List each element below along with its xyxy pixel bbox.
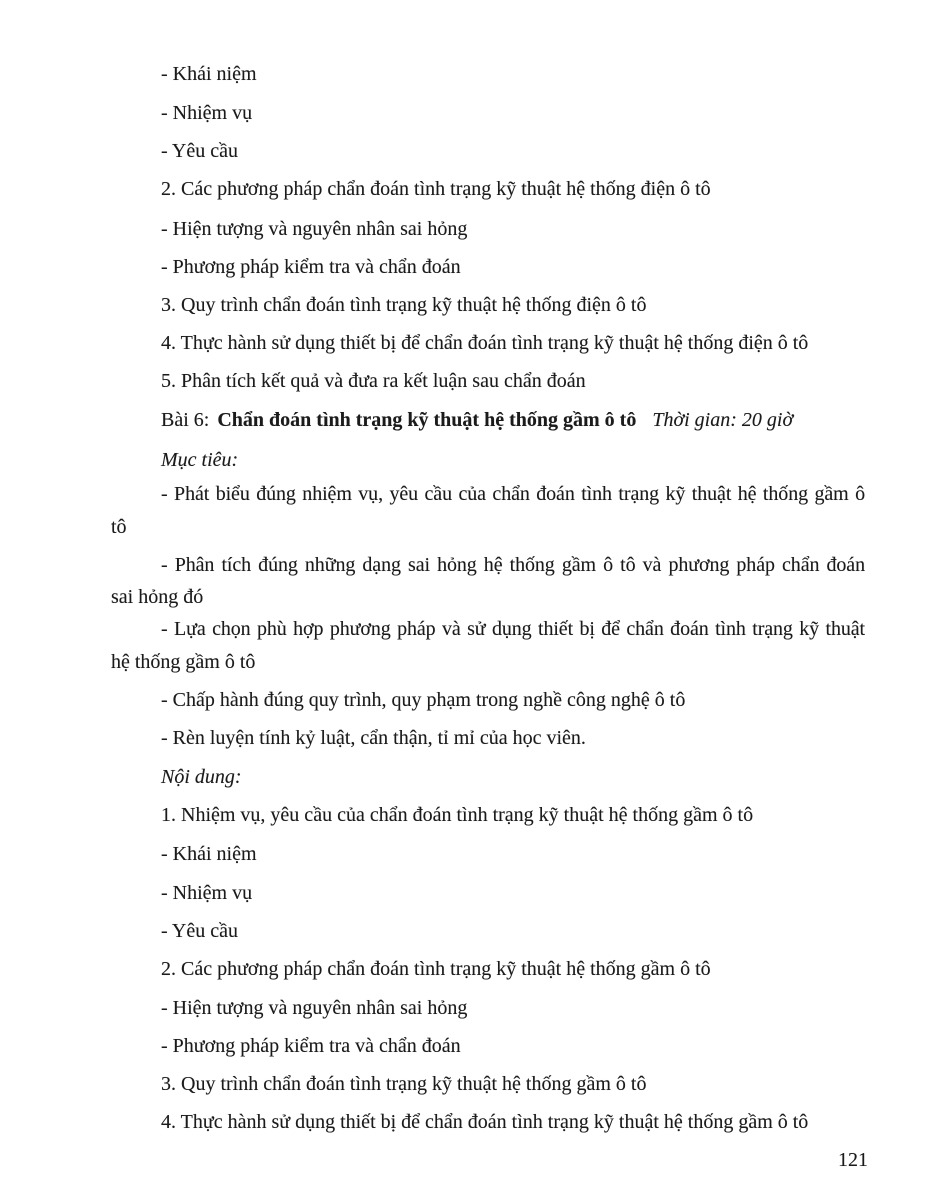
objective-line: - Chấp hành đúng quy trình, quy phạm trong nghề công nghệ ô tô <box>161 689 686 711</box>
content-line: 3. Quy trình chẩn đoán tình trạng kỹ thuật hệ thống gầm ô tô <box>161 1073 647 1095</box>
list-item: - Nhiệm vụ <box>161 102 253 124</box>
list-item: - Yêu cầu <box>161 140 238 162</box>
lesson-heading <box>161 408 865 432</box>
lesson-duration: Thời gian: 20 giờ <box>652 409 794 431</box>
objective-line: - Lựa chọn phù hợp phương pháp và sử dụng thiết bị để chẩn đoán tình trạng kỹ thuật <box>161 618 865 640</box>
lesson-title: Chẩn đoán tình trạng kỹ thuật hệ thống gầm ô tô <box>217 409 637 431</box>
page-number: 121 <box>838 1149 868 1171</box>
list-item: - Hiện tượng và nguyên nhân sai hỏng <box>161 218 468 240</box>
objective-line-continuation: sai hỏng đó <box>111 586 204 608</box>
objective-line-continuation: hệ thống gầm ô tô <box>111 651 256 673</box>
contents-heading: Nội dung: <box>161 766 242 788</box>
content-line: 2. Các phương pháp chẩn đoán tình trạng kỹ thuật hệ thống gầm ô tô <box>161 958 711 980</box>
objective-line: - Rèn luyện tính kỷ luật, cẩn thận, tỉ mỉ của học viên. <box>161 727 586 749</box>
objective-line-continuation: tô <box>111 516 127 538</box>
content-line: 4. Thực hành sử dụng thiết bị để chẩn đoán tình trạng kỹ thuật hệ thống gầm ô tô <box>161 1111 809 1133</box>
list-item: - Phương pháp kiểm tra và chẩn đoán <box>161 256 461 278</box>
objective-line: - Phát biểu đúng nhiệm vụ, yêu cầu của chẩn đoán tình trạng kỹ thuật hệ thống gầm ô <box>161 483 865 505</box>
list-item: 5. Phân tích kết quả và đưa ra kết luận sau chẩn đoán <box>161 370 586 392</box>
content-line: - Nhiệm vụ <box>161 882 253 904</box>
objectives-heading: Mục tiêu: <box>161 449 239 471</box>
content-line: 1. Nhiệm vụ, yêu cầu của chẩn đoán tình trạng kỹ thuật hệ thống gầm ô tô <box>161 804 754 826</box>
objective-line: - Phân tích đúng những dạng sai hỏng hệ thống gầm ô tô và phương pháp chẩn đoán <box>161 554 865 576</box>
content-line: - Yêu cầu <box>161 920 238 942</box>
list-item: - Khái niệm <box>161 63 257 85</box>
content-line: - Hiện tượng và nguyên nhân sai hỏng <box>161 997 468 1019</box>
list-item: 2. Các phương pháp chẩn đoán tình trạng kỹ thuật hệ thống điện ô tô <box>161 178 711 200</box>
list-item: 4. Thực hành sử dụng thiết bị để chẩn đoán tình trạng kỹ thuật hệ thống điện ô tô <box>161 332 809 354</box>
content-line: - Khái niệm <box>161 843 257 865</box>
lesson-label: Bài 6: <box>161 409 210 431</box>
list-item: 3. Quy trình chẩn đoán tình trạng kỹ thuật hệ thống điện ô tô <box>161 294 647 316</box>
content-line: - Phương pháp kiểm tra và chẩn đoán <box>161 1035 461 1057</box>
